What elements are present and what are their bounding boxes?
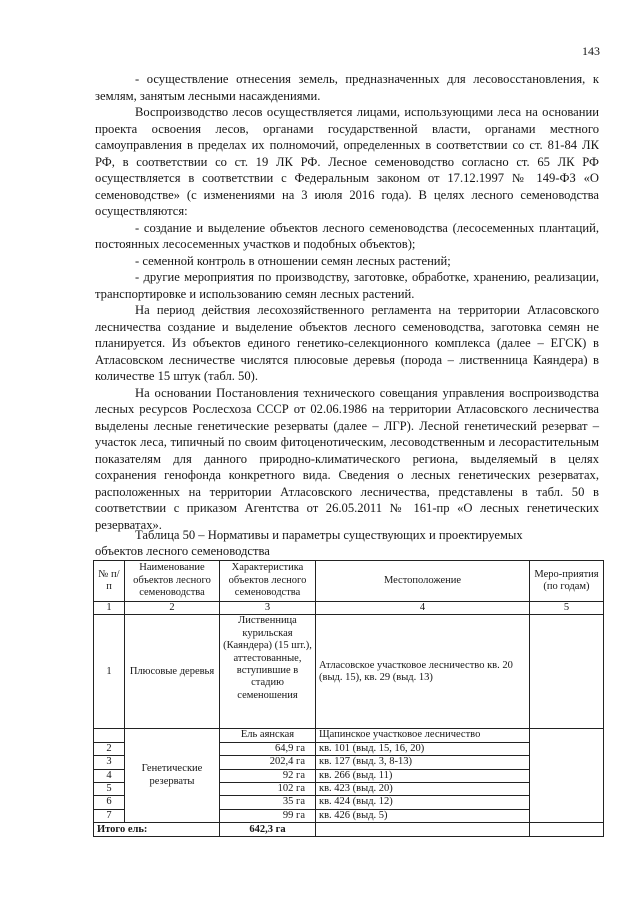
table-caption-line: объектов лесного семеноводства	[95, 544, 270, 558]
paragraph-list-item: - другие мероприятия по производству, заготовке, обработке, хранению, реализации, транспортировке и использованию семян лесных растений.	[95, 270, 599, 301]
table-header-row	[94, 561, 604, 602]
paragraph-list-item: - создание и выделение объектов лесного семеноводства (лесосеменных плантаций, постоянных лесосеменных участков и подобных объектов);	[95, 220, 599, 251]
column-number-row	[94, 602, 604, 615]
reserve-location: кв. 426 (выд. 5)	[316, 809, 530, 822]
reserve-location: кв. 101 (выд. 15, 16, 20)	[316, 742, 530, 755]
forestry-name: Щапинское участковое лесничество	[316, 729, 530, 742]
total-measures	[530, 823, 604, 837]
column-number: 2	[125, 602, 220, 615]
table-total-row	[94, 823, 604, 837]
row-number: 6	[94, 796, 125, 809]
species-name: Ель аянская	[220, 729, 316, 742]
body-text	[95, 71, 599, 533]
column-number: 1	[94, 602, 125, 615]
total-value: 642,3 га	[220, 823, 316, 837]
reserve-area: 35 га	[220, 796, 316, 809]
header-cell-number: № п/п	[94, 561, 125, 602]
reserve-location: кв. 424 (выд. 12)	[316, 796, 530, 809]
paragraph: На период действия лесохозяйственного регламента на территории Атласовского лесничества создание и выделение объектов лесного семеноводства, заготовка семян не планируется. Из объектов единого генетико-селекционного комплекса (далее – ЕГСК) в Атласовском лесничестве числятся плюсовые деревья (порода – лиственница Каяндера) в количестве 15 штук (табл. 50).	[95, 303, 599, 383]
column-number: 3	[220, 602, 316, 615]
row-number: 3	[94, 756, 125, 769]
reserve-location: кв. 127 (выд. 3, 8-13)	[316, 756, 530, 769]
row-number: 7	[94, 809, 125, 822]
paragraph: На основании Постановления технического совещания управления воспроизводства лесных ресурсов Рослесхоза СССР от 02.06.1986 на территории Атласовского лесничества выделены лесные генетические резерваты (далее – ЛГР). Лесной генетический резерват – участок леса, типичный по своим фитоценотическим, лесоводственным и лесорастительным показателям для данного природно-климатического региона, выделяемый в целях сохранения генофонда конкретного вида. Сведения о лесных генетических резерватах, расположенных на территории Атласовского лесничества, представлены в табл. 50 в соответствии с приказом Агентства от 26.05.2011 № 161-пр «О лесных генетических резерватах».	[95, 385, 599, 532]
header-cell-location: Местоположение	[316, 561, 530, 602]
header-cell-characteristic: Характеристика объектов лесного семеноводства	[220, 561, 316, 602]
reserve-area: 102 га	[220, 783, 316, 796]
object-name: Плюсовые деревья	[125, 615, 220, 729]
column-number: 4	[316, 602, 530, 615]
object-name: Генетические резерваты	[125, 729, 220, 823]
table-row	[94, 615, 604, 729]
row-number: 1	[94, 615, 125, 729]
object-measures	[530, 615, 604, 729]
object-measures	[530, 729, 604, 823]
object-characteristic: Лиственница курильская (Каяндера) (15 шт.), аттестованные, вступившие в стадию семеношения	[220, 615, 316, 729]
paragraph: Воспроизводство лесов осуществляется лицами, использующими леса на основании проекта освоения лесов, органами государственной власти, органами местного самоуправления в пределах их полномочий, определенных в соответствии со ст. 81-84 ЛК РФ, в соответствии со ст. 19 ЛК РФ. Лесное семеноводство согласно ст. 65 ЛК РФ осуществляется в соответствии с Федеральным законом от 17.12.1997 № 149-ФЗ «О семеноводстве» (с изменениями на 3 июля 2016 года). В целях лесного семеноводства осуществляются:	[95, 105, 599, 218]
header-cell-name: Наименование объектов лесного семеноводства	[125, 561, 220, 602]
row-number: 2	[94, 742, 125, 755]
reserve-area: 202,4 га	[220, 756, 316, 769]
seed-objects-table	[93, 560, 604, 837]
row-number: 5	[94, 783, 125, 796]
reserve-area: 92 га	[220, 769, 316, 782]
page-number: 143	[582, 44, 600, 58]
row-number	[94, 729, 125, 742]
reserve-area: 99 га	[220, 809, 316, 822]
reserve-location: кв. 266 (выд. 11)	[316, 769, 530, 782]
total-location	[316, 823, 530, 837]
row-number: 4	[94, 769, 125, 782]
paragraph-list-item: - семенной контроль в отношении семян лесных растений;	[135, 253, 451, 268]
header-cell-measures: Меро-приятия (по годам)	[530, 561, 604, 602]
total-label: Итого ель:	[94, 823, 220, 837]
paragraph: - осуществление отнесения земель, предназначенных для лесовосстановления, к землям, занятым лесными насаждениями.	[95, 72, 599, 103]
reserve-area: 64,9 га	[220, 742, 316, 755]
table-caption	[95, 527, 599, 559]
reserve-location: кв. 423 (выд. 20)	[316, 783, 530, 796]
table-caption-line: Таблица 50 – Нормативы и параметры существующих и проектируемых	[135, 528, 523, 542]
column-number: 5	[530, 602, 604, 615]
table-row	[94, 729, 604, 742]
object-location: Атласовское участковое лесничество кв. 20 (выд. 15), кв. 29 (выд. 13)	[316, 615, 530, 729]
